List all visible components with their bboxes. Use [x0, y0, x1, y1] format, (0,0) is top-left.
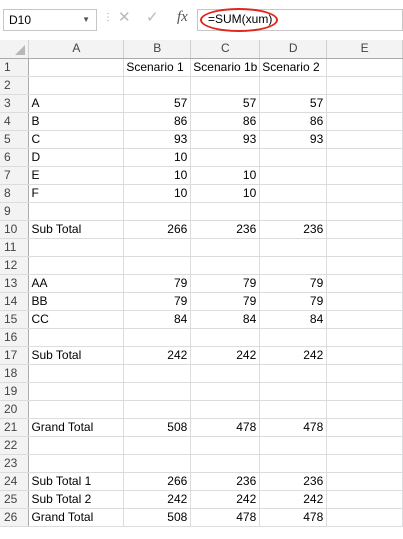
- table-row: [0, 436, 403, 454]
- row-header[interactable]: 23: [0, 454, 29, 472]
- table-row: [0, 130, 403, 148]
- cell-b[interactable]: 57: [124, 94, 191, 112]
- cell-a[interactable]: Grand Total: [29, 418, 124, 436]
- formula-bar: [0, 0, 403, 40]
- cell-e[interactable]: [327, 436, 403, 454]
- cell-c[interactable]: [191, 364, 260, 382]
- more-options-icon: ⋮: [103, 12, 113, 23]
- cell-c[interactable]: 242: [191, 490, 260, 508]
- table-row: [0, 472, 403, 490]
- cell-c[interactable]: 478: [191, 508, 260, 526]
- row-header[interactable]: 2: [0, 76, 29, 94]
- column-header[interactable]: A: [29, 40, 124, 58]
- cell-c[interactable]: [191, 436, 260, 454]
- table-row: [0, 184, 403, 202]
- cell-e[interactable]: [327, 184, 403, 202]
- cell-c[interactable]: [191, 76, 260, 94]
- cell-c[interactable]: [191, 328, 260, 346]
- cell-d[interactable]: 478: [260, 508, 327, 526]
- cell-d[interactable]: [260, 436, 327, 454]
- row-header[interactable]: 26: [0, 508, 29, 526]
- cell-d[interactable]: 236: [260, 220, 327, 238]
- table-row: [0, 148, 403, 166]
- cell-b[interactable]: 242: [124, 490, 191, 508]
- cell-d[interactable]: 79: [260, 292, 327, 310]
- column-header[interactable]: D: [260, 40, 327, 58]
- cell-a[interactable]: C: [29, 130, 124, 148]
- cell-c[interactable]: 79: [191, 274, 260, 292]
- row-header[interactable]: 12: [0, 256, 29, 274]
- row-header[interactable]: 17: [0, 346, 29, 364]
- cell-c[interactable]: [191, 382, 260, 400]
- column-header[interactable]: E: [327, 40, 403, 58]
- cell-c[interactable]: 236: [191, 220, 260, 238]
- cell-d[interactable]: [260, 238, 327, 256]
- cell-c[interactable]: 478: [191, 418, 260, 436]
- cell-c[interactable]: 84: [191, 310, 260, 328]
- cell-a[interactable]: CC: [29, 310, 124, 328]
- cell-a[interactable]: BB: [29, 292, 124, 310]
- table-row: [0, 202, 403, 220]
- row-header[interactable]: 22: [0, 436, 29, 454]
- cancel-icon[interactable]: ✕: [118, 9, 131, 26]
- insert-function-icon[interactable]: fx: [177, 9, 188, 25]
- cell-d[interactable]: [260, 166, 327, 184]
- table-row: [0, 364, 403, 382]
- cell-b[interactable]: Scenario 1: [124, 58, 191, 76]
- cell-d[interactable]: 86: [260, 112, 327, 130]
- cell-e[interactable]: [327, 274, 403, 292]
- cell-c[interactable]: 10: [191, 166, 260, 184]
- cell-a[interactable]: Sub Total 2: [29, 490, 124, 508]
- cell-a[interactable]: AA: [29, 274, 124, 292]
- cell-d[interactable]: [260, 148, 327, 166]
- cell-b[interactable]: [124, 454, 191, 472]
- cell-e[interactable]: [327, 346, 403, 364]
- cell-d[interactable]: [260, 184, 327, 202]
- cell-e[interactable]: [327, 382, 403, 400]
- cell-b[interactable]: [124, 364, 191, 382]
- cell-d[interactable]: 236: [260, 472, 327, 490]
- cell-d[interactable]: Scenario 2: [260, 58, 327, 76]
- cell-b[interactable]: 84: [124, 310, 191, 328]
- row-header[interactable]: 16: [0, 328, 29, 346]
- cell-b[interactable]: 10: [124, 166, 191, 184]
- row-header[interactable]: 8: [0, 184, 29, 202]
- cell-b[interactable]: 10: [124, 184, 191, 202]
- table-row: [0, 274, 403, 292]
- cell-e[interactable]: [327, 490, 403, 508]
- cell-a[interactable]: Sub Total 1: [29, 472, 124, 490]
- row-header[interactable]: 7: [0, 166, 29, 184]
- cell-d[interactable]: [260, 76, 327, 94]
- row-header[interactable]: 4: [0, 112, 29, 130]
- table-row: [0, 328, 403, 346]
- cell-e[interactable]: [327, 256, 403, 274]
- column-header[interactable]: C: [191, 40, 260, 58]
- cell-e[interactable]: [327, 364, 403, 382]
- cell-c[interactable]: [191, 148, 260, 166]
- cell-e[interactable]: [327, 418, 403, 436]
- cell-d[interactable]: 242: [260, 346, 327, 364]
- cell-e[interactable]: [327, 400, 403, 418]
- chevron-down-icon[interactable]: ▼: [82, 15, 90, 24]
- row-header[interactable]: 11: [0, 238, 29, 256]
- cell-d[interactable]: 93: [260, 130, 327, 148]
- formula-text: =SUM(xum): [208, 12, 273, 26]
- cell-b[interactable]: [124, 76, 191, 94]
- cell-e[interactable]: [327, 508, 403, 526]
- row-header[interactable]: 9: [0, 202, 29, 220]
- cell-d[interactable]: 84: [260, 310, 327, 328]
- enter-check-icon[interactable]: ✓: [146, 9, 159, 26]
- red-highlight-circle: [200, 8, 278, 32]
- cell-b[interactable]: [124, 256, 191, 274]
- cell-a[interactable]: [29, 436, 124, 454]
- column-header-row: [0, 40, 403, 58]
- row-header[interactable]: 6: [0, 148, 29, 166]
- cell-a[interactable]: E: [29, 166, 124, 184]
- row-header[interactable]: 21: [0, 418, 29, 436]
- cell-c[interactable]: 236: [191, 472, 260, 490]
- table-row: [0, 238, 403, 256]
- cell-e[interactable]: [327, 112, 403, 130]
- table-row: [0, 310, 403, 328]
- cell-b[interactable]: 266: [124, 472, 191, 490]
- cell-e[interactable]: [327, 310, 403, 328]
- cell-b[interactable]: 79: [124, 274, 191, 292]
- row-header[interactable]: 25: [0, 490, 29, 508]
- cell-c[interactable]: [191, 454, 260, 472]
- table-row: [0, 400, 403, 418]
- cell-a[interactable]: A: [29, 94, 124, 112]
- cell-d[interactable]: 242: [260, 490, 327, 508]
- cell-a[interactable]: [29, 202, 124, 220]
- row-header[interactable]: 10: [0, 220, 29, 238]
- cell-b[interactable]: 508: [124, 508, 191, 526]
- row-header[interactable]: 24: [0, 472, 29, 490]
- cell-e[interactable]: [327, 76, 403, 94]
- cell-a[interactable]: [29, 238, 124, 256]
- cell-e[interactable]: [327, 328, 403, 346]
- table-row: [0, 418, 403, 436]
- cell-c[interactable]: 86: [191, 112, 260, 130]
- table-row: [0, 76, 403, 94]
- cell-e[interactable]: [327, 202, 403, 220]
- cell-a[interactable]: [29, 328, 124, 346]
- spreadsheet-grid: [0, 40, 403, 527]
- cell-e[interactable]: [327, 166, 403, 184]
- cell-d[interactable]: [260, 454, 327, 472]
- cell-a[interactable]: Sub Total: [29, 346, 124, 364]
- table-row: [0, 454, 403, 472]
- table-row: [0, 292, 403, 310]
- row-header[interactable]: 13: [0, 274, 29, 292]
- cell-c[interactable]: [191, 256, 260, 274]
- cell-b[interactable]: [124, 238, 191, 256]
- row-header[interactable]: 5: [0, 130, 29, 148]
- cell-d[interactable]: 79: [260, 274, 327, 292]
- cell-e[interactable]: [327, 58, 403, 76]
- cell-a[interactable]: [29, 58, 124, 76]
- name-box[interactable]: [3, 9, 97, 31]
- cell-b[interactable]: 508: [124, 418, 191, 436]
- cell-b[interactable]: 242: [124, 346, 191, 364]
- cell-b[interactable]: 10: [124, 148, 191, 166]
- row-header[interactable]: 3: [0, 94, 29, 112]
- cell-e[interactable]: [327, 238, 403, 256]
- cell-b[interactable]: 93: [124, 130, 191, 148]
- cell-a[interactable]: [29, 256, 124, 274]
- cell-d[interactable]: [260, 382, 327, 400]
- name-box-value: D10: [9, 13, 32, 27]
- cell-c[interactable]: Scenario 1b: [191, 58, 260, 76]
- select-all-corner[interactable]: [0, 40, 29, 58]
- cell-d[interactable]: [260, 202, 327, 220]
- row-header[interactable]: 1: [0, 58, 29, 76]
- cell-e[interactable]: [327, 148, 403, 166]
- cell-b[interactable]: [124, 436, 191, 454]
- cell-a[interactable]: Sub Total: [29, 220, 124, 238]
- column-header[interactable]: B: [124, 40, 191, 58]
- cell-a[interactable]: [29, 454, 124, 472]
- cell-c[interactable]: 10: [191, 184, 260, 202]
- cell-c[interactable]: 242: [191, 346, 260, 364]
- cell-b[interactable]: [124, 400, 191, 418]
- table-row: [0, 220, 403, 238]
- cell-e[interactable]: [327, 220, 403, 238]
- cell-c[interactable]: 79: [191, 292, 260, 310]
- table-row: [0, 508, 403, 526]
- cell-e[interactable]: [327, 94, 403, 112]
- cell-a[interactable]: [29, 364, 124, 382]
- cell-b[interactable]: 79: [124, 292, 191, 310]
- table-row: [0, 94, 403, 112]
- cell-c[interactable]: 57: [191, 94, 260, 112]
- row-header[interactable]: 19: [0, 382, 29, 400]
- cell-b[interactable]: [124, 382, 191, 400]
- cell-c[interactable]: [191, 202, 260, 220]
- cell-e[interactable]: [327, 130, 403, 148]
- cell-e[interactable]: [327, 454, 403, 472]
- cell-d[interactable]: [260, 328, 327, 346]
- cell-a[interactable]: [29, 382, 124, 400]
- table-row: [0, 166, 403, 184]
- cell-a[interactable]: F: [29, 184, 124, 202]
- cell-d[interactable]: [260, 364, 327, 382]
- cell-b[interactable]: [124, 202, 191, 220]
- cell-b[interactable]: 86: [124, 112, 191, 130]
- cell-e[interactable]: [327, 472, 403, 490]
- cell-c[interactable]: [191, 400, 260, 418]
- cell-a[interactable]: [29, 400, 124, 418]
- cell-e[interactable]: [327, 292, 403, 310]
- cell-d[interactable]: 478: [260, 418, 327, 436]
- cell-a[interactable]: [29, 76, 124, 94]
- cell-d[interactable]: [260, 256, 327, 274]
- cell-d[interactable]: [260, 400, 327, 418]
- row-header[interactable]: 20: [0, 400, 29, 418]
- row-header[interactable]: 18: [0, 364, 29, 382]
- cell-b[interactable]: [124, 328, 191, 346]
- cell-c[interactable]: 93: [191, 130, 260, 148]
- table-row: [0, 490, 403, 508]
- table-row: [0, 112, 403, 130]
- cell-b[interactable]: 266: [124, 220, 191, 238]
- table-row: [0, 346, 403, 364]
- select-all-icon: [15, 45, 25, 55]
- table-row: [0, 382, 403, 400]
- row-header[interactable]: 15: [0, 310, 29, 328]
- cell-a[interactable]: D: [29, 148, 124, 166]
- cell-d[interactable]: 57: [260, 94, 327, 112]
- cell-a[interactable]: B: [29, 112, 124, 130]
- cell-c[interactable]: [191, 238, 260, 256]
- table-row: [0, 256, 403, 274]
- cell-a[interactable]: Grand Total: [29, 508, 124, 526]
- table-row: [0, 58, 403, 76]
- row-header[interactable]: 14: [0, 292, 29, 310]
